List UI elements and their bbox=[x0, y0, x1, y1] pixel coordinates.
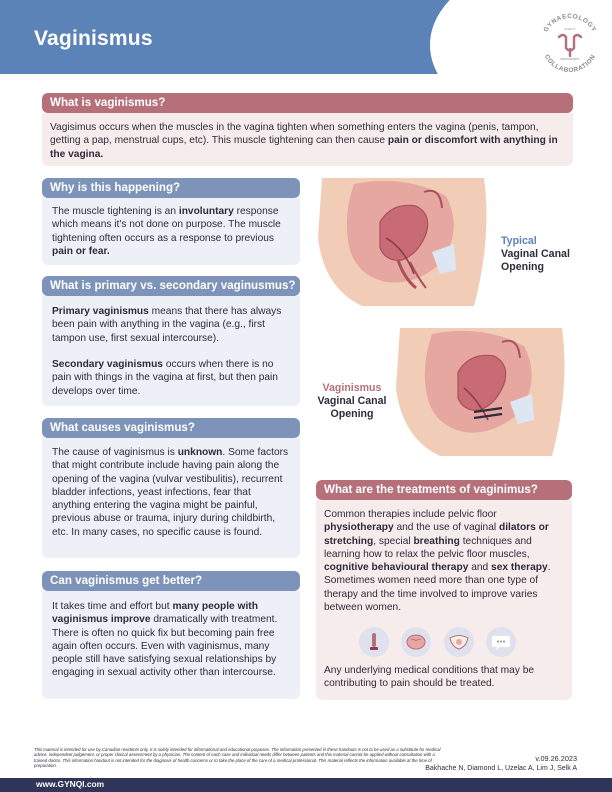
better-bold: many people with vaginismus improve bbox=[52, 601, 258, 626]
treatments-text-2: and the use of vaginal bbox=[393, 522, 499, 534]
logo-right-word: IMPROVEMENT bbox=[560, 58, 580, 61]
logo-bottom-text: COLLABORATION bbox=[542, 53, 598, 75]
vaginismus-anatomy-illustration bbox=[392, 328, 572, 456]
what-is-bold: pain or discomfort with anything in the vagina. bbox=[50, 135, 558, 160]
authors-label: Bakhache N, Diamond L, Uzelac A, Lim J, Selk A bbox=[425, 765, 577, 772]
causes-text-2: . Some factors that might contribute include having pain along the opening of the vagina (vulvar vestibulitis), recurrent bladder infections, yeast infections, fear that anything entering the vagina might be painful, previous abuse or trauma, injury during childbirth, etc. In many cases, no specific cause is found. bbox=[52, 447, 289, 538]
primary-paragraph bbox=[52, 305, 292, 345]
chat-bubble-icon bbox=[486, 627, 516, 657]
causes-text-1: The cause of vaginismus is bbox=[52, 447, 178, 458]
better-text-1: It takes time and effort but bbox=[52, 601, 173, 612]
section-header-primary-secondary: What is primary vs. secondary vaginusmus? bbox=[42, 276, 300, 296]
primary-bold: Primary vaginismus bbox=[52, 306, 149, 317]
typical-caption-line1: Typical bbox=[501, 235, 537, 247]
vaginismus-caption-line1: Vaginismus bbox=[322, 382, 382, 394]
section-header-better: Can vaginismus get better? bbox=[42, 571, 300, 591]
treatments-bold-sex-therapy: sex therapy bbox=[491, 562, 548, 574]
website-link[interactable]: www.GYNQI.com bbox=[36, 779, 105, 789]
gynaecology-collaboration-logo bbox=[530, 4, 610, 84]
secondary-text: occurs when there is no pain with things in the vagina at first, but then pain develops over time. bbox=[52, 359, 278, 397]
section-header-what-is: What is vaginismus? bbox=[42, 93, 573, 113]
what-is-body bbox=[50, 121, 566, 161]
version-label: v.09.26.2023 bbox=[535, 754, 577, 763]
treatments-bold-cbt: cognitive behavioural therapy bbox=[324, 562, 469, 574]
what-is-text: Vagisimus occurs when the muscles in the vagina tighten when something enters the vagina (penis, tampon, getting a pap, menstrual cups, etc). This muscle tightening can then cause bbox=[50, 122, 539, 147]
primary-text: means that there has always been pain with anything in the vagina (e.g., first tampon use, first sexual intercourse). bbox=[52, 306, 282, 344]
dilator-icon bbox=[359, 627, 389, 657]
section-header-treatments: What are the treatments of vaginimus? bbox=[316, 480, 572, 500]
uterus-icon bbox=[559, 35, 581, 56]
treatments-text-1: Common therapies include pelvic floor bbox=[324, 509, 497, 520]
why-body bbox=[52, 205, 292, 258]
typical-caption bbox=[501, 235, 581, 275]
why-text-2: response which means it's not done on purpose. The muscle tightening often occurs as a response to previous bbox=[52, 206, 281, 244]
pelvis-icon bbox=[444, 627, 474, 657]
treatments-bold-breathing: breathing bbox=[413, 535, 460, 547]
typical-caption-line2: Vaginal Canal bbox=[501, 248, 570, 261]
page-title: Vaginismus bbox=[34, 27, 153, 50]
treatments-text-3: , special bbox=[373, 535, 414, 547]
secondary-paragraph bbox=[52, 358, 292, 398]
treatments-body bbox=[324, 508, 566, 614]
causes-body bbox=[52, 446, 292, 539]
logo-left-word: QUALITY bbox=[564, 28, 576, 31]
typical-caption-line3: Opening bbox=[501, 261, 544, 274]
causes-bold: unknown bbox=[177, 447, 223, 458]
section-header-why: Why is this happening? bbox=[42, 178, 300, 198]
typical-anatomy-illustration bbox=[314, 178, 494, 306]
vaginismus-caption bbox=[316, 382, 388, 422]
better-text-2: dramatically with treatment. There is often no quick fix but becoming pain free again often occurs. Even with vaginismus, many people still have satisfying sexual relationships by engaging in sexual activity other than intercourse. bbox=[52, 614, 278, 679]
treatments-bold-dilators: dilators or stretching bbox=[324, 522, 549, 547]
treatments-footer-text: Any underlying medical conditions that may be contributing to pain should be treated. bbox=[324, 665, 535, 690]
treatments-text-5: and bbox=[468, 562, 492, 574]
brain-icon bbox=[401, 627, 431, 657]
why-text-1: The muscle tightening is an bbox=[52, 206, 179, 217]
why-bold-1: involuntary bbox=[178, 206, 234, 217]
secondary-bold: Secondary vaginismus bbox=[52, 359, 163, 370]
why-bold-2: pain or fear. bbox=[52, 245, 110, 257]
vaginismus-caption-line2: Vaginal Canal bbox=[317, 395, 387, 408]
treatments-text-6: . Sometimes women need more than one type of therapy and the time involved to improve varies between women. bbox=[324, 562, 551, 614]
section-header-causes: What causes vaginismus? bbox=[42, 418, 300, 438]
vaginismus-caption-line3: Opening bbox=[330, 408, 374, 421]
better-body bbox=[52, 600, 292, 680]
logo-top-text: GYNAECOLOGY bbox=[542, 12, 598, 34]
treatments-bold-physiotherapy: physiotherapy bbox=[324, 522, 394, 534]
disclaimer-text: This material is intended for use by Canadian residents only. It is solely intended for informational and educational purposes. The information presented in these handouts is not to be used as a substitute for medical advice, independent judgement, or proper clinical assessment by a physician. The content of each case and individual needs differ between patients and this material cannot be applied without consultation with a trained doctor. This information handout is not intended for the diagnosis of health concerns or to take the place of the care of a medical professional. This material reflects the information available at the time of preparation. bbox=[34, 747, 441, 769]
treatments-text-4: techniques and learning how to relax the pelvic floor muscles, bbox=[324, 535, 532, 560]
